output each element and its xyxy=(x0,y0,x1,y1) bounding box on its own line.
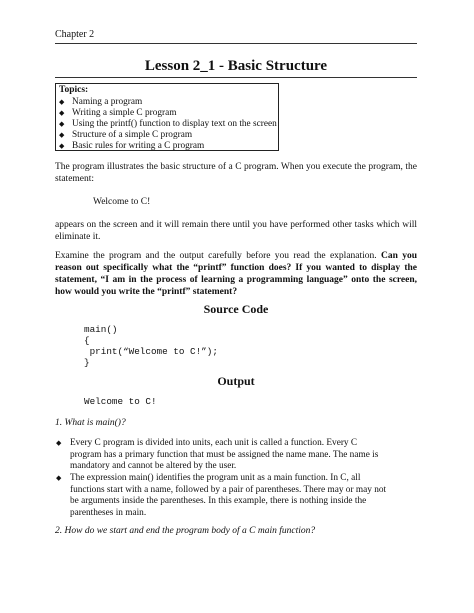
topic-text: Writing a simple C program xyxy=(72,108,177,118)
code-line: { xyxy=(84,335,90,346)
code-line: main() xyxy=(84,324,118,335)
explanation-paragraph: appears on the screen and it will remain there until you have performed other tasks which will eliminate it. xyxy=(55,220,417,242)
lesson-title: Lesson 2_1 - Basic Structure xyxy=(144,58,328,74)
diamond-bullet-icon: ◆ xyxy=(59,142,65,150)
reasoning-plain-text: Examine the program and the output carefully before you read the explanation. xyxy=(55,251,381,261)
topic-item xyxy=(59,141,204,151)
diamond-bullet-icon: ◆ xyxy=(59,131,65,139)
question-1: 1. What is main()? xyxy=(55,418,126,428)
topic-item xyxy=(59,130,192,140)
diamond-bullet-icon: ◆ xyxy=(56,474,62,482)
source-code-heading: Source Code xyxy=(203,302,269,316)
topic-text: Basic rules for writing a C program xyxy=(72,141,205,151)
answer-text: The expression main() identifies the program unit as a main function. In C, all functions start with a name, followed by a pair of parentheses. There may or may not be arguments inside the parentheses. In this example, there is nothing inside the parentheses in main. xyxy=(70,473,387,518)
header-rule xyxy=(55,43,417,44)
diamond-bullet-icon: ◆ xyxy=(59,109,65,117)
topics-box xyxy=(55,83,279,151)
title-underline xyxy=(55,77,417,78)
answer-bullet xyxy=(56,438,390,473)
diamond-bullet-icon: ◆ xyxy=(59,98,65,106)
output-heading: Output xyxy=(217,374,255,388)
chapter-label: Chapter 2 xyxy=(55,29,95,40)
answer-bullet xyxy=(56,473,390,519)
topic-text: Using the printf() function to display text on the screen xyxy=(72,119,277,129)
topic-item xyxy=(59,119,277,129)
code-line: } xyxy=(84,357,90,368)
reasoning-paragraph xyxy=(55,250,417,298)
reasoning-bold-question: Can you reason out specifically what the “printf” function does? If you wanted to display the statement, “I am in the process of learning a programming language” onto the screen, how would you write the “printf” statement? xyxy=(55,251,417,297)
topic-text: Naming a program xyxy=(72,97,143,107)
intro-paragraph: The program illustrates the basic structure of a C program. When you execute the program, the statement: xyxy=(55,162,417,184)
code-line: print(“Welcome to C!”); xyxy=(84,346,218,357)
topic-item xyxy=(59,97,142,107)
diamond-bullet-icon: ◆ xyxy=(59,120,65,128)
answer-text: Every C program is divided into units, each unit is called a function. Every C program has a primary function that must be assigned the name mane. The name is mandatory and cannot be altered by the user. xyxy=(70,438,379,472)
topic-text: Structure of a simple C program xyxy=(72,130,193,140)
question-2: 2. How do we start and end the program body of a C main function? xyxy=(55,526,316,536)
output-text: Welcome to C! xyxy=(84,396,157,407)
welcome-statement: Welcome to C! xyxy=(93,197,151,207)
topic-item xyxy=(59,108,176,118)
topics-heading: Topics: xyxy=(59,85,89,95)
diamond-bullet-icon: ◆ xyxy=(56,439,62,447)
